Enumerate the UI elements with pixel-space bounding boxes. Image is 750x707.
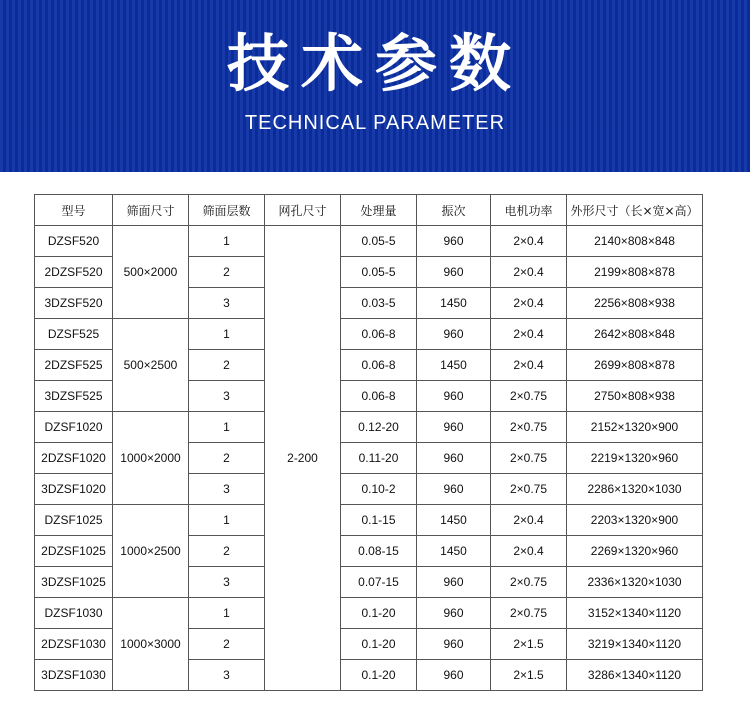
column-header-capacity: 处理量 [341,195,417,226]
capacity-cell: 0.12-20 [341,412,417,443]
column-header-layers: 筛面层数 [189,195,265,226]
capacity-cell: 0.1-15 [341,505,417,536]
model-cell: 3DZSF1025 [35,567,113,598]
table-row [35,505,703,536]
dimensions-cell: 2642×808×848 [567,319,703,350]
power-cell: 2×0.4 [491,350,567,381]
layers-cell: 1 [189,412,265,443]
power-cell: 2×0.75 [491,567,567,598]
table-row [35,598,703,629]
capacity-cell: 0.05-5 [341,226,417,257]
power-cell: 2×0.75 [491,412,567,443]
capacity-cell: 0.03-5 [341,288,417,319]
layers-cell: 3 [189,567,265,598]
capacity-cell: 0.1-20 [341,660,417,691]
capacity-cell: 0.05-5 [341,257,417,288]
vibration-cell: 960 [417,319,491,350]
page-title: 技术参数 [226,27,523,100]
layers-cell: 1 [189,505,265,536]
capacity-cell: 0.06-8 [341,381,417,412]
layers-cell: 3 [189,288,265,319]
dimensions-cell: 3286×1340×1120 [567,660,703,691]
table-row [35,226,703,257]
model-cell: 3DZSF1030 [35,660,113,691]
model-cell: DZSF1020 [35,412,113,443]
table-header-row [35,195,703,226]
vibration-cell: 960 [417,412,491,443]
mesh-size-cell: 2-200 [265,226,341,691]
model-cell: DZSF1030 [35,598,113,629]
page-subtitle: TECHNICAL PARAMETER [244,112,506,134]
capacity-cell: 0.07-15 [341,567,417,598]
layers-cell: 2 [189,257,265,288]
vibration-cell: 960 [417,598,491,629]
power-cell: 2×0.75 [491,598,567,629]
power-cell: 2×1.5 [491,660,567,691]
capacity-cell: 0.1-20 [341,598,417,629]
model-cell: 2DZSF1030 [35,629,113,660]
power-cell: 2×0.75 [491,381,567,412]
power-cell: 2×0.75 [491,474,567,505]
model-cell: 2DZSF520 [35,257,113,288]
dimensions-cell: 2269×1320×960 [567,536,703,567]
header-banner [0,0,750,172]
layers-cell: 2 [189,536,265,567]
dimensions-cell: 2152×1320×900 [567,412,703,443]
layers-cell: 3 [189,381,265,412]
vibration-cell: 960 [417,567,491,598]
dimensions-cell: 2219×1320×960 [567,443,703,474]
column-header-model: 型号 [35,195,113,226]
vibration-cell: 960 [417,257,491,288]
dimensions-cell: 2203×1320×900 [567,505,703,536]
power-cell: 2×0.4 [491,257,567,288]
vibration-cell: 1450 [417,288,491,319]
layers-cell: 2 [189,443,265,474]
layers-cell: 1 [189,319,265,350]
layers-cell: 2 [189,350,265,381]
capacity-cell: 0.10-2 [341,474,417,505]
vibration-cell: 960 [417,226,491,257]
power-cell: 2×0.4 [491,288,567,319]
model-cell: DZSF520 [35,226,113,257]
dimensions-cell: 2140×808×848 [567,226,703,257]
vibration-cell: 960 [417,381,491,412]
screen-size-cell: 1000×2500 [113,505,189,598]
dimensions-cell: 2256×808×938 [567,288,703,319]
vibration-cell: 960 [417,443,491,474]
layers-cell: 1 [189,226,265,257]
table-row [35,319,703,350]
vibration-cell: 960 [417,660,491,691]
capacity-cell: 0.08-15 [341,536,417,567]
model-cell: 3DZSF520 [35,288,113,319]
dimensions-cell: 3152×1340×1120 [567,598,703,629]
dimensions-cell: 2336×1320×1030 [567,567,703,598]
parameter-table [34,194,703,691]
model-cell: 3DZSF1020 [35,474,113,505]
screen-size-cell: 500×2500 [113,319,189,412]
column-header-screen-size: 筛面尺寸 [113,195,189,226]
column-header-power: 电机功率 [491,195,567,226]
power-cell: 2×0.4 [491,319,567,350]
vibration-cell: 1450 [417,350,491,381]
column-header-vibration: 振次 [417,195,491,226]
power-cell: 2×0.4 [491,505,567,536]
model-cell: 3DZSF525 [35,381,113,412]
capacity-cell: 0.1-20 [341,629,417,660]
table-body [35,226,703,691]
model-cell: DZSF1025 [35,505,113,536]
capacity-cell: 0.06-8 [341,319,417,350]
model-cell: DZSF525 [35,319,113,350]
model-cell: 2DZSF525 [35,350,113,381]
vibration-cell: 1450 [417,505,491,536]
power-cell: 2×0.4 [491,536,567,567]
screen-size-cell: 1000×3000 [113,598,189,691]
table-row [35,412,703,443]
layers-cell: 2 [189,629,265,660]
dimensions-cell: 2286×1320×1030 [567,474,703,505]
vibration-cell: 960 [417,474,491,505]
vibration-cell: 960 [417,629,491,660]
screen-size-cell: 500×2000 [113,226,189,319]
dimensions-cell: 2699×808×878 [567,350,703,381]
model-cell: 2DZSF1025 [35,536,113,567]
power-cell: 2×1.5 [491,629,567,660]
screen-size-cell: 1000×2000 [113,412,189,505]
column-header-mesh-size: 网孔尺寸 [265,195,341,226]
power-cell: 2×0.4 [491,226,567,257]
column-header-dimensions: 外形尺寸（长×宽×高） [567,195,703,226]
dimensions-cell: 2199×808×878 [567,257,703,288]
vibration-cell: 1450 [417,536,491,567]
power-cell: 2×0.75 [491,443,567,474]
capacity-cell: 0.06-8 [341,350,417,381]
capacity-cell: 0.11-20 [341,443,417,474]
model-cell: 2DZSF1020 [35,443,113,474]
layers-cell: 3 [189,474,265,505]
dimensions-cell: 3219×1340×1120 [567,629,703,660]
layers-cell: 3 [189,660,265,691]
layers-cell: 1 [189,598,265,629]
dimensions-cell: 2750×808×938 [567,381,703,412]
